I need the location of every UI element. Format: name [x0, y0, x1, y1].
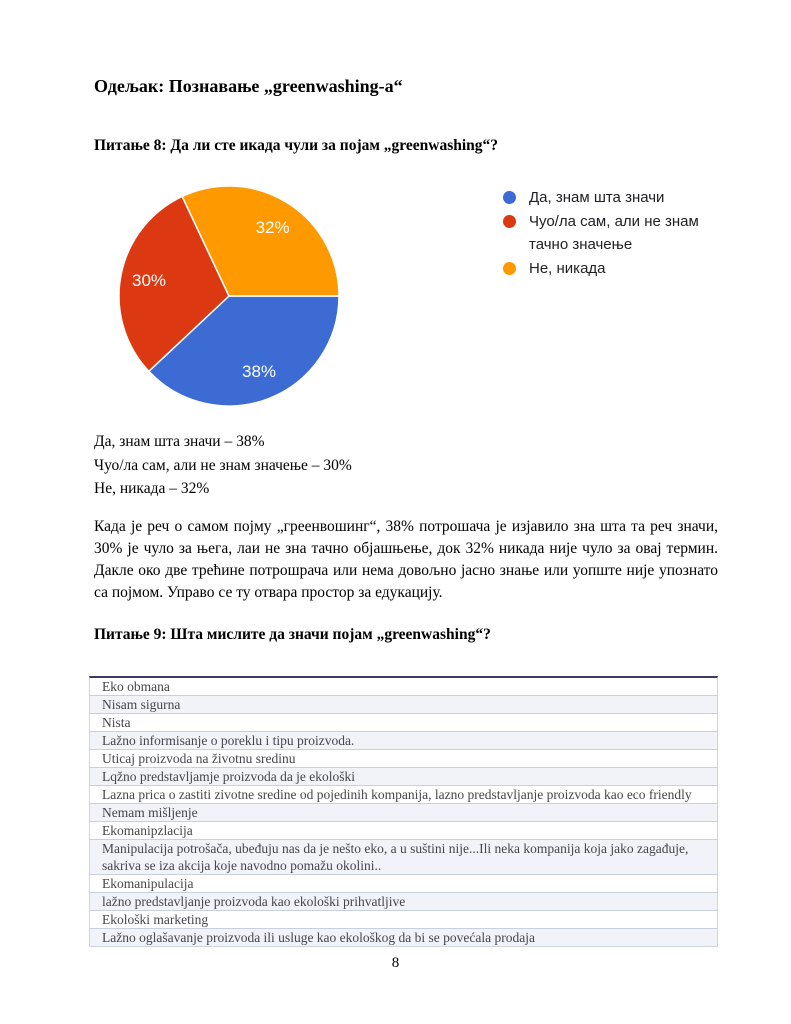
response-row: Lažno informisanje o poreklu i tipu proizvoda. [90, 731, 717, 749]
response-row: Lqžno predstavljamje proizvoda da je ekološki [90, 767, 717, 785]
legend-dot-icon [503, 215, 516, 228]
question-8-heading: Питање 8: Да ли сте икада чули за појам „greenwashing“? [94, 137, 499, 154]
summary-lines [94, 430, 352, 501]
legend-label: Чуо/ла сам, али не знам тачно значење [529, 213, 699, 253]
legend-dot-icon [503, 191, 516, 204]
response-row: Manipulacija potrošača, ubeđuju nas da je nešto eko, a u suštini nije...Ili neka kompanija koja jako zagađuje, sakriva se iza akcija koje navodno pomažu okolini.. [90, 839, 717, 874]
summary-line: Чуо/ла сам, али не знам значење – 30% [94, 456, 352, 474]
legend-label: Да, знам шта значи [529, 189, 665, 206]
legend-item [503, 257, 713, 280]
response-row: Ekološki marketing [90, 910, 717, 928]
response-row: Uticaj proizvoda na životnu sredinu [90, 749, 717, 767]
legend-item [503, 210, 713, 256]
response-row: Nisam sigurna [90, 695, 717, 713]
question-9-heading: Питање 9: Шта мислите да значи појам „greenwashing“? [94, 626, 491, 643]
response-row: Nista [90, 713, 717, 731]
response-row: Ekomanipzlacija [90, 821, 717, 839]
pie-slice-label: 38% [241, 362, 277, 382]
response-row: Ekomanipulacija [90, 874, 717, 892]
response-row: lažno predstavljanje proizvoda kao ekološki prihvatljive [90, 892, 717, 910]
summary-line: Не, никада – 32% [94, 480, 210, 497]
legend-dot-icon [503, 262, 516, 275]
response-row: Lažno oglašavanje proizvoda ili usluge kao ekološkog da bi se povećala prodaja [90, 928, 717, 946]
responses-table [89, 676, 718, 947]
legend-label: Не, никада [529, 260, 606, 277]
page-number: 8 [391, 955, 400, 971]
pie-slice-label: 30% [131, 271, 167, 291]
legend-item [503, 186, 713, 209]
response-row: Eko obmana [90, 678, 717, 695]
summary-line: Да, знам шта значи – 38% [94, 433, 265, 450]
response-row: Lazna prica o zastiti zivotne sredine od pojedinih kompanija, lazno predstavljanje proizvoda kao eco friendly [90, 785, 717, 803]
section-title: Одељак: Познавање „greenwashing-a“ [94, 76, 403, 96]
response-row: Nemam mišljenje [90, 803, 717, 821]
chart-legend [503, 186, 713, 281]
pie-chart [118, 185, 340, 407]
pie-slice-label: 32% [255, 217, 290, 237]
analysis-paragraph: Када је реч о самом појму „греенвошинг“, 38% потрошача је изјавило зна шта та реч значи, 30% је чуло за њега, лаи не зна тачно објашњење, док 32% никада није чуло за овај термин. Дакле око две трећине потрошрача или нема довољно јасно знање или уопште није упознато са појмом. Управо се ту отвара простор за едукацију. [94, 518, 718, 601]
